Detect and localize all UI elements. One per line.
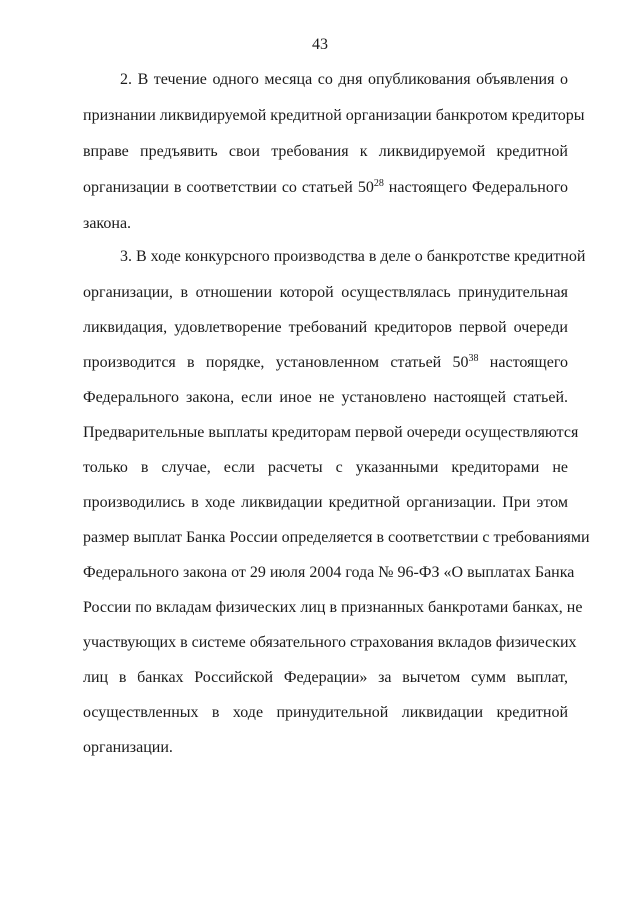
text-line: 3. В ходе конкурсного производства в деле о банкротстве кредитной (120, 248, 586, 265)
superscript: 38 (468, 353, 479, 364)
text-line (83, 354, 568, 372)
text-line: 2. В течение одного месяца со дня опубликования объявления о (120, 71, 568, 88)
text-line: только в случае, если расчеты с указанными кредиторами не (83, 459, 568, 476)
text-segment: настоящего Федерального (383, 179, 568, 196)
superscript: 28 (373, 178, 384, 189)
text-line: производились в ходе ликвидации кредитной организации. При этом (83, 494, 568, 511)
text-line: признании ликвидируемой кредитной организации банкротом кредиторы (83, 107, 585, 124)
text-line (83, 179, 568, 197)
text-line: ликвидация, удовлетворение требований кредиторов первой очереди (83, 319, 568, 336)
text-line: осуществленных в ходе принудительной ликвидации кредитной (83, 704, 568, 721)
text-line: России по вкладам физических лиц в признанных банкротами банках, не (83, 599, 583, 616)
text-line: размер выплат Банка России определяется в соответствии с требованиями (83, 529, 590, 546)
text-line: Предварительные выплаты кредиторам первой очереди осуществляются (83, 424, 579, 441)
text-segment: настоящего (478, 354, 568, 371)
text-segment: производится в порядке, установленном статьей 50 (83, 354, 469, 371)
text-line: Федерального закона от 29 июля 2004 года № 96-ФЗ «О выплатах Банка (83, 564, 575, 581)
text-line: организации, в отношении которой осуществлялась принудительная (83, 284, 568, 301)
text-segment: организации в соответствии со статьей 50 (83, 179, 374, 196)
text-line: лиц в банках Российской Федерации» за вычетом сумм выплат, (83, 669, 568, 686)
text-line: закона. (83, 215, 132, 232)
text-line: участвующих в системе обязательного страхования вкладов физических (83, 634, 577, 651)
page-number: 43 (312, 36, 328, 53)
text-line: вправе предъявить свои требования к ликвидируемой кредитной (83, 143, 568, 160)
text-line: организации. (83, 739, 173, 756)
text-line: Федерального закона, если иное не установлено настоящей статьей. (83, 389, 568, 406)
